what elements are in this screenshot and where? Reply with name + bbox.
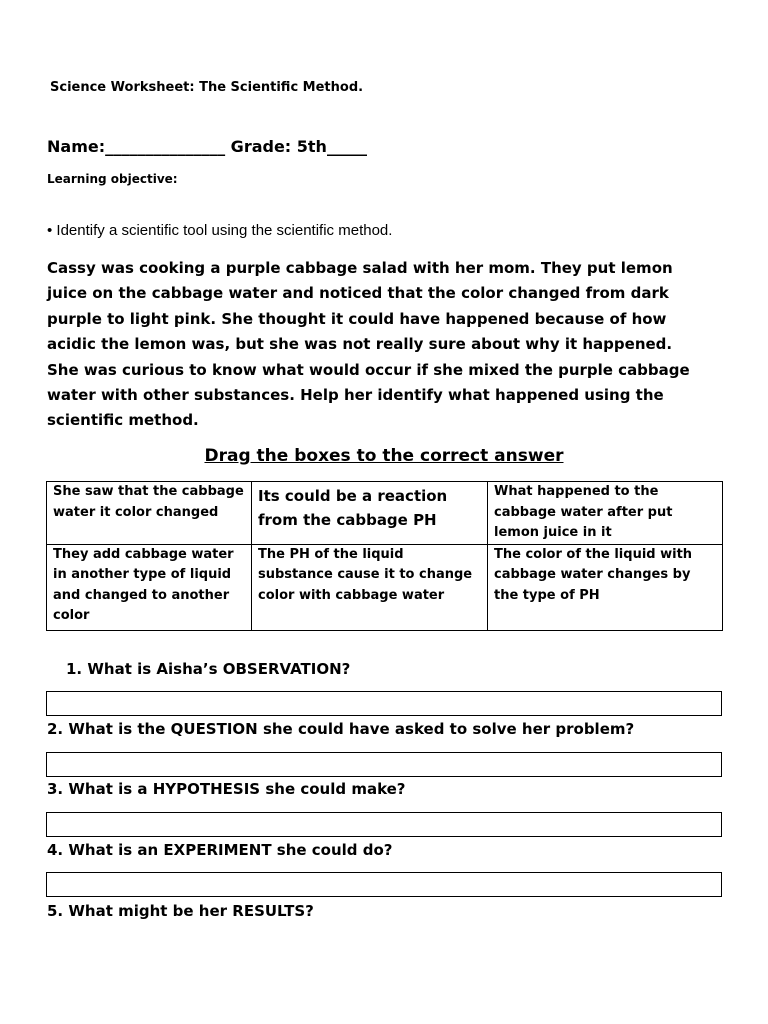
question-5: 5. What might be her RESULTS? [47, 902, 314, 920]
draggable-box-question[interactable]: What happened to the cabbage water after put lemon juice in it [488, 482, 723, 545]
answer-drop-zone-3[interactable] [46, 812, 722, 837]
question-1: 1. What is Aisha’s OBSERVATION? [66, 660, 351, 678]
story-line: scientific method. [47, 411, 199, 430]
answer-drop-zone-1[interactable] [46, 691, 722, 716]
draggable-box-results[interactable]: The color of the liquid with cabbage water changes by the type of PH [488, 544, 723, 630]
draggable-box-ph-change[interactable]: The PH of the liquid substance cause it to change color with cabbage water [252, 544, 488, 630]
draggable-box-hypothesis[interactable]: Its could be a reaction from the cabbage PH [252, 482, 488, 545]
question-3: 3. What is a HYPOTHESIS she could make? [47, 780, 406, 798]
story-line: She was curious to know what would occur if she mixed the purple cabbage [47, 360, 690, 379]
worksheet-title: Science Worksheet: The Scientific Method. [50, 80, 364, 95]
story-paragraph [47, 256, 727, 434]
story-line: acidic the lemon was, but she was not really sure about why it happened. [47, 335, 673, 354]
draggable-box-experiment[interactable]: They add cabbage water in another type of liquid and changed to another color [47, 544, 252, 630]
name-grade-line: Name:_______________ Grade: 5th_____ [47, 137, 367, 156]
story-line: water with other substances. Help her identify what happened using the [47, 386, 664, 405]
objective-bullet: • Identify a scientific tool using the scientific method. [47, 222, 393, 239]
answer-boxes-table [46, 481, 723, 631]
question-2: 2. What is the QUESTION she could have asked to solve her problem? [47, 720, 635, 738]
answer-drop-zone-2[interactable] [46, 752, 722, 777]
draggable-box-observation[interactable]: She saw that the cabbage water it color changed [47, 482, 252, 545]
answer-drop-zone-4[interactable] [46, 872, 722, 897]
question-4: 4. What is an EXPERIMENT she could do? [47, 841, 393, 859]
story-line: juice on the cabbage water and noticed that the color changed from dark [47, 284, 669, 303]
story-line: Cassy was cooking a purple cabbage salad with her mom. They put lemon [47, 259, 673, 277]
drag-instructions-heading: Drag the boxes to the correct answer [204, 446, 564, 466]
story-line: purple to light pink. She thought it could have happened because of how [47, 309, 667, 328]
learning-objective-label: Learning objective: [47, 172, 178, 186]
